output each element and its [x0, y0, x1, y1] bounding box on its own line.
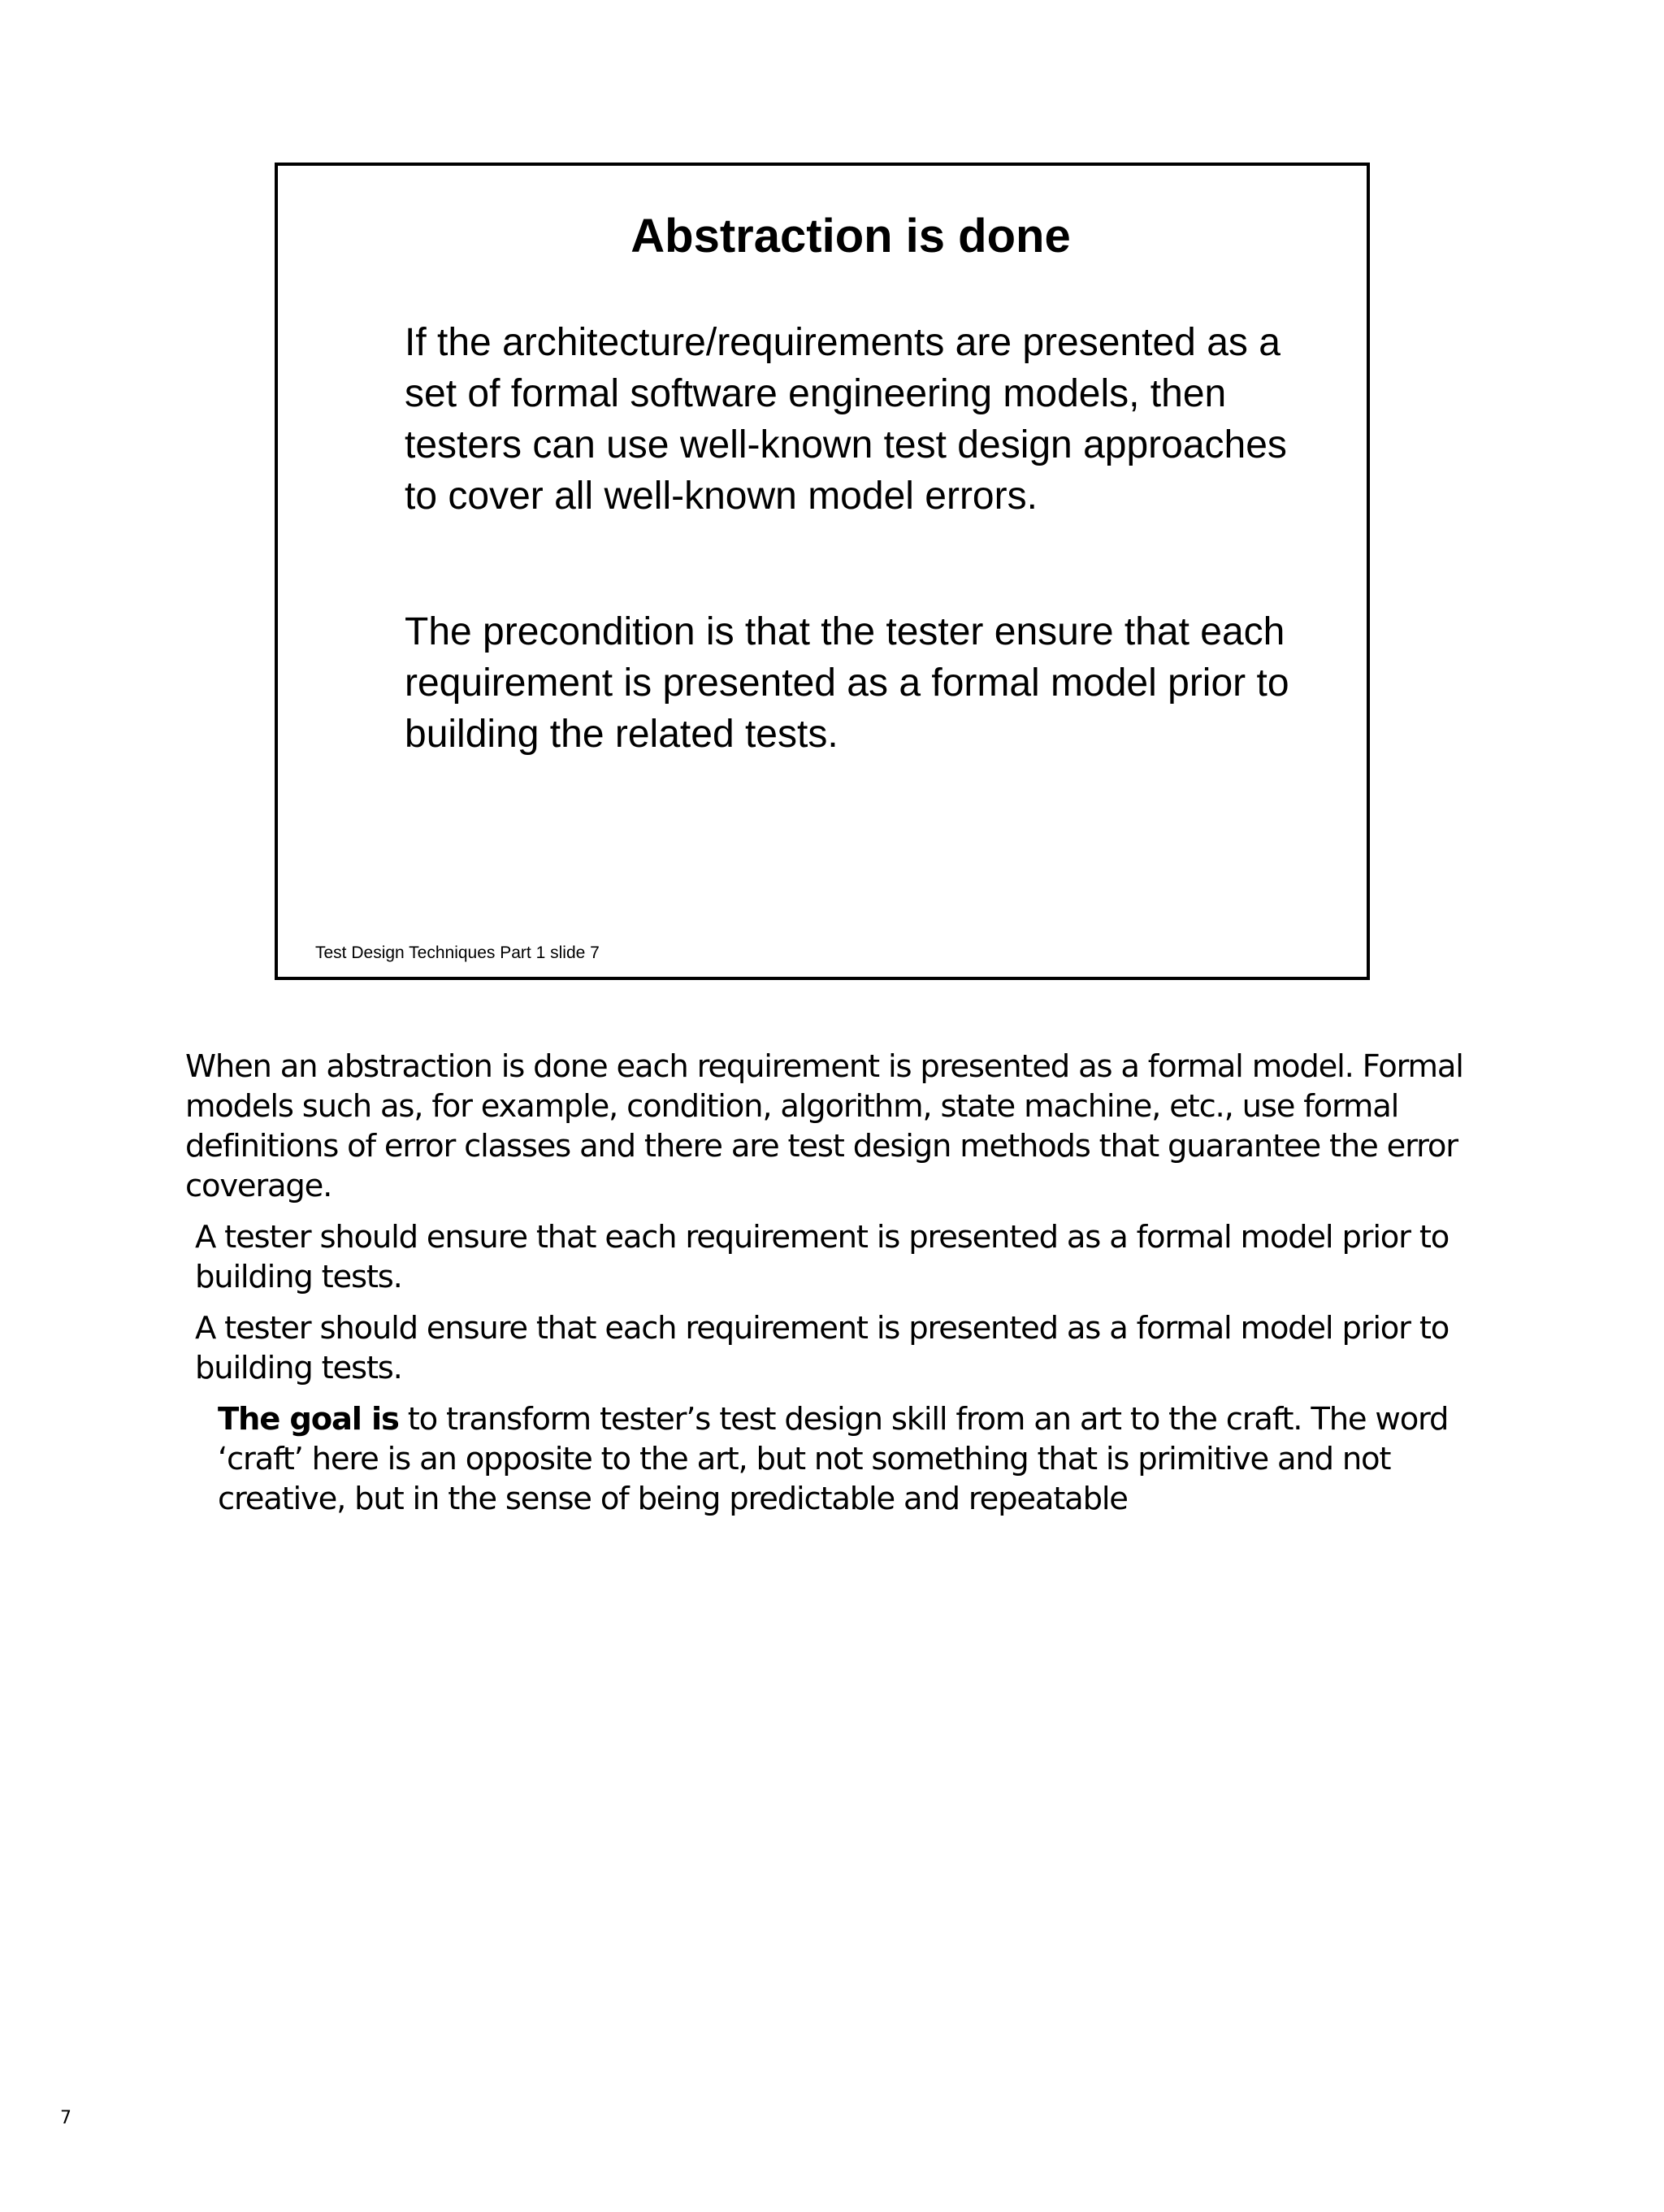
notes-paragraph-abstraction: When an abstraction is done each requirement is presented as a formal model. Formal models such as, for example, condition, algorithm, state machine, etc., use formal definitions of error classes and there are test design methods that guarantee the error coverage.	[185, 1048, 1463, 1204]
notes-paragraph-tester-2: A tester should ensure that each requirement is presented as a formal model prior to building tests.	[195, 1310, 1450, 1386]
slide-paragraph-architecture: If the architecture/requirements are presented as a set of formal software engineering models, then testers can use well-known test design approaches to cover all well-known model errors.	[405, 321, 1287, 518]
page-number: 7	[60, 2108, 72, 2128]
slide-title: Abstraction is done	[630, 210, 1071, 262]
goal-text: to transform tester’s test design skill from an art to the craft. The word ‘craft’ here is an opposite to the art, but not something that is primitive and not creative, but in the sense of being predictable and repeatable	[218, 1401, 1449, 1517]
slide-frame	[275, 163, 1370, 980]
slide-footer: Test Design Techniques Part 1 slide 7	[315, 943, 600, 962]
slide-paragraph-precondition: The precondition is that the tester ensure that each requirement is presented as a formal model prior to building the related tests.	[405, 610, 1289, 756]
speaker-notes	[185, 1047, 1485, 1530]
notes-paragraph-goal	[185, 1399, 1485, 1519]
notes-paragraph-tester-1: A tester should ensure that each requirement is presented as a formal model prior to building tests.	[195, 1219, 1450, 1295]
goal-label: The goal is	[218, 1401, 399, 1438]
